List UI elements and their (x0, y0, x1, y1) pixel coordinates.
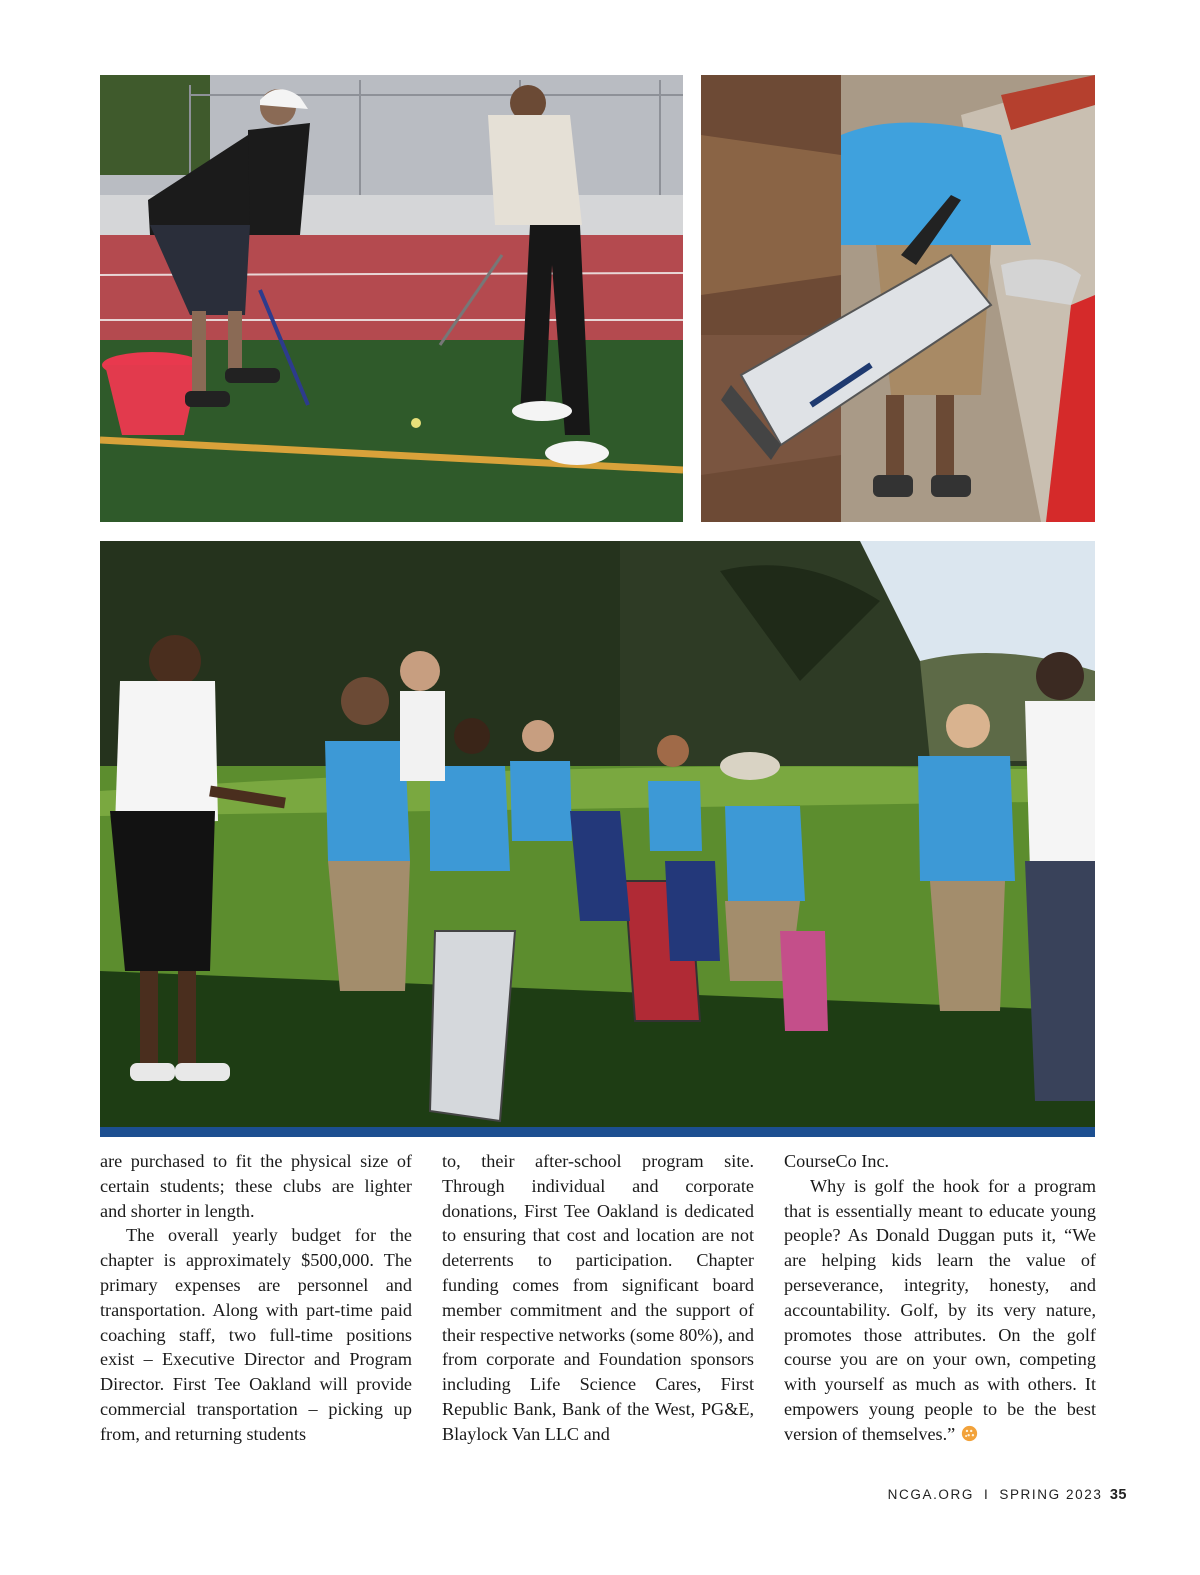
article-paragraph: are purchased to fit the physical size of certain students; these clubs are lighter and shorter in length. (100, 1151, 412, 1221)
article-column-3 (784, 1149, 1096, 1447)
golf-bag-carry-photo-icon (701, 75, 1095, 522)
footer-site-link[interactable]: NCGA.ORG (887, 1487, 974, 1502)
page-footer (888, 1487, 1127, 1503)
footer-separator: I (983, 1487, 990, 1502)
article-paragraph: to, their after-school program site. Through individual and corporate donations, First Tee Oakland is dedicated to ensuring that cost and location are not deterrents to participation. Chapter funding comes from significant board member commitment and the support of their respective networks (some 80%), and from corporate and Foundation sponsors including Life Science Cares, First Republic Bank, Bank of the West, PG&E, Blaylock Van LLC and (442, 1151, 754, 1444)
golf-ball-end-mark-icon (961, 1425, 978, 1442)
article-paragraph-with-end-mark (784, 1174, 1096, 1447)
article-column-2 (442, 1149, 754, 1447)
golf-bag-carry-photo (701, 75, 1095, 522)
golf-lesson-photo (100, 75, 683, 522)
junior-golfers-handshake-photo-icon (100, 541, 1095, 1127)
section-divider-rule (100, 1127, 1095, 1137)
page-number: 35 (1109, 1487, 1127, 1503)
article-paragraph: CourseCo Inc. (784, 1151, 890, 1171)
footer-issue: SPRING 2023 (999, 1487, 1103, 1502)
golf-putting-lesson-photo-icon (100, 75, 683, 522)
article-column-1 (100, 1149, 412, 1447)
article-paragraph: The overall yearly budget for the chapter is approximately $500,000. The primary expenses are personnel and transportation. Along with part-time paid coaching staff, two full-time positions exist – Executive Director and Program Director. First Tee Oakland will provide commercial transportation – picking up from, and returning students (100, 1225, 412, 1444)
junior-golfers-handshake-photo (100, 541, 1095, 1127)
article-paragraph: Why is golf the hook for a program that is essentially meant to educate young people? As Donald Duggan puts it, “We are helping kids learn the value of perseverance, integrity, honesty, and accountability. Golf, by its very nature, promotes those attributes. On the golf course you are on your own, competing with yourself as much as with others. It empowers young people to be the best version of themselves.” (784, 1175, 1096, 1444)
